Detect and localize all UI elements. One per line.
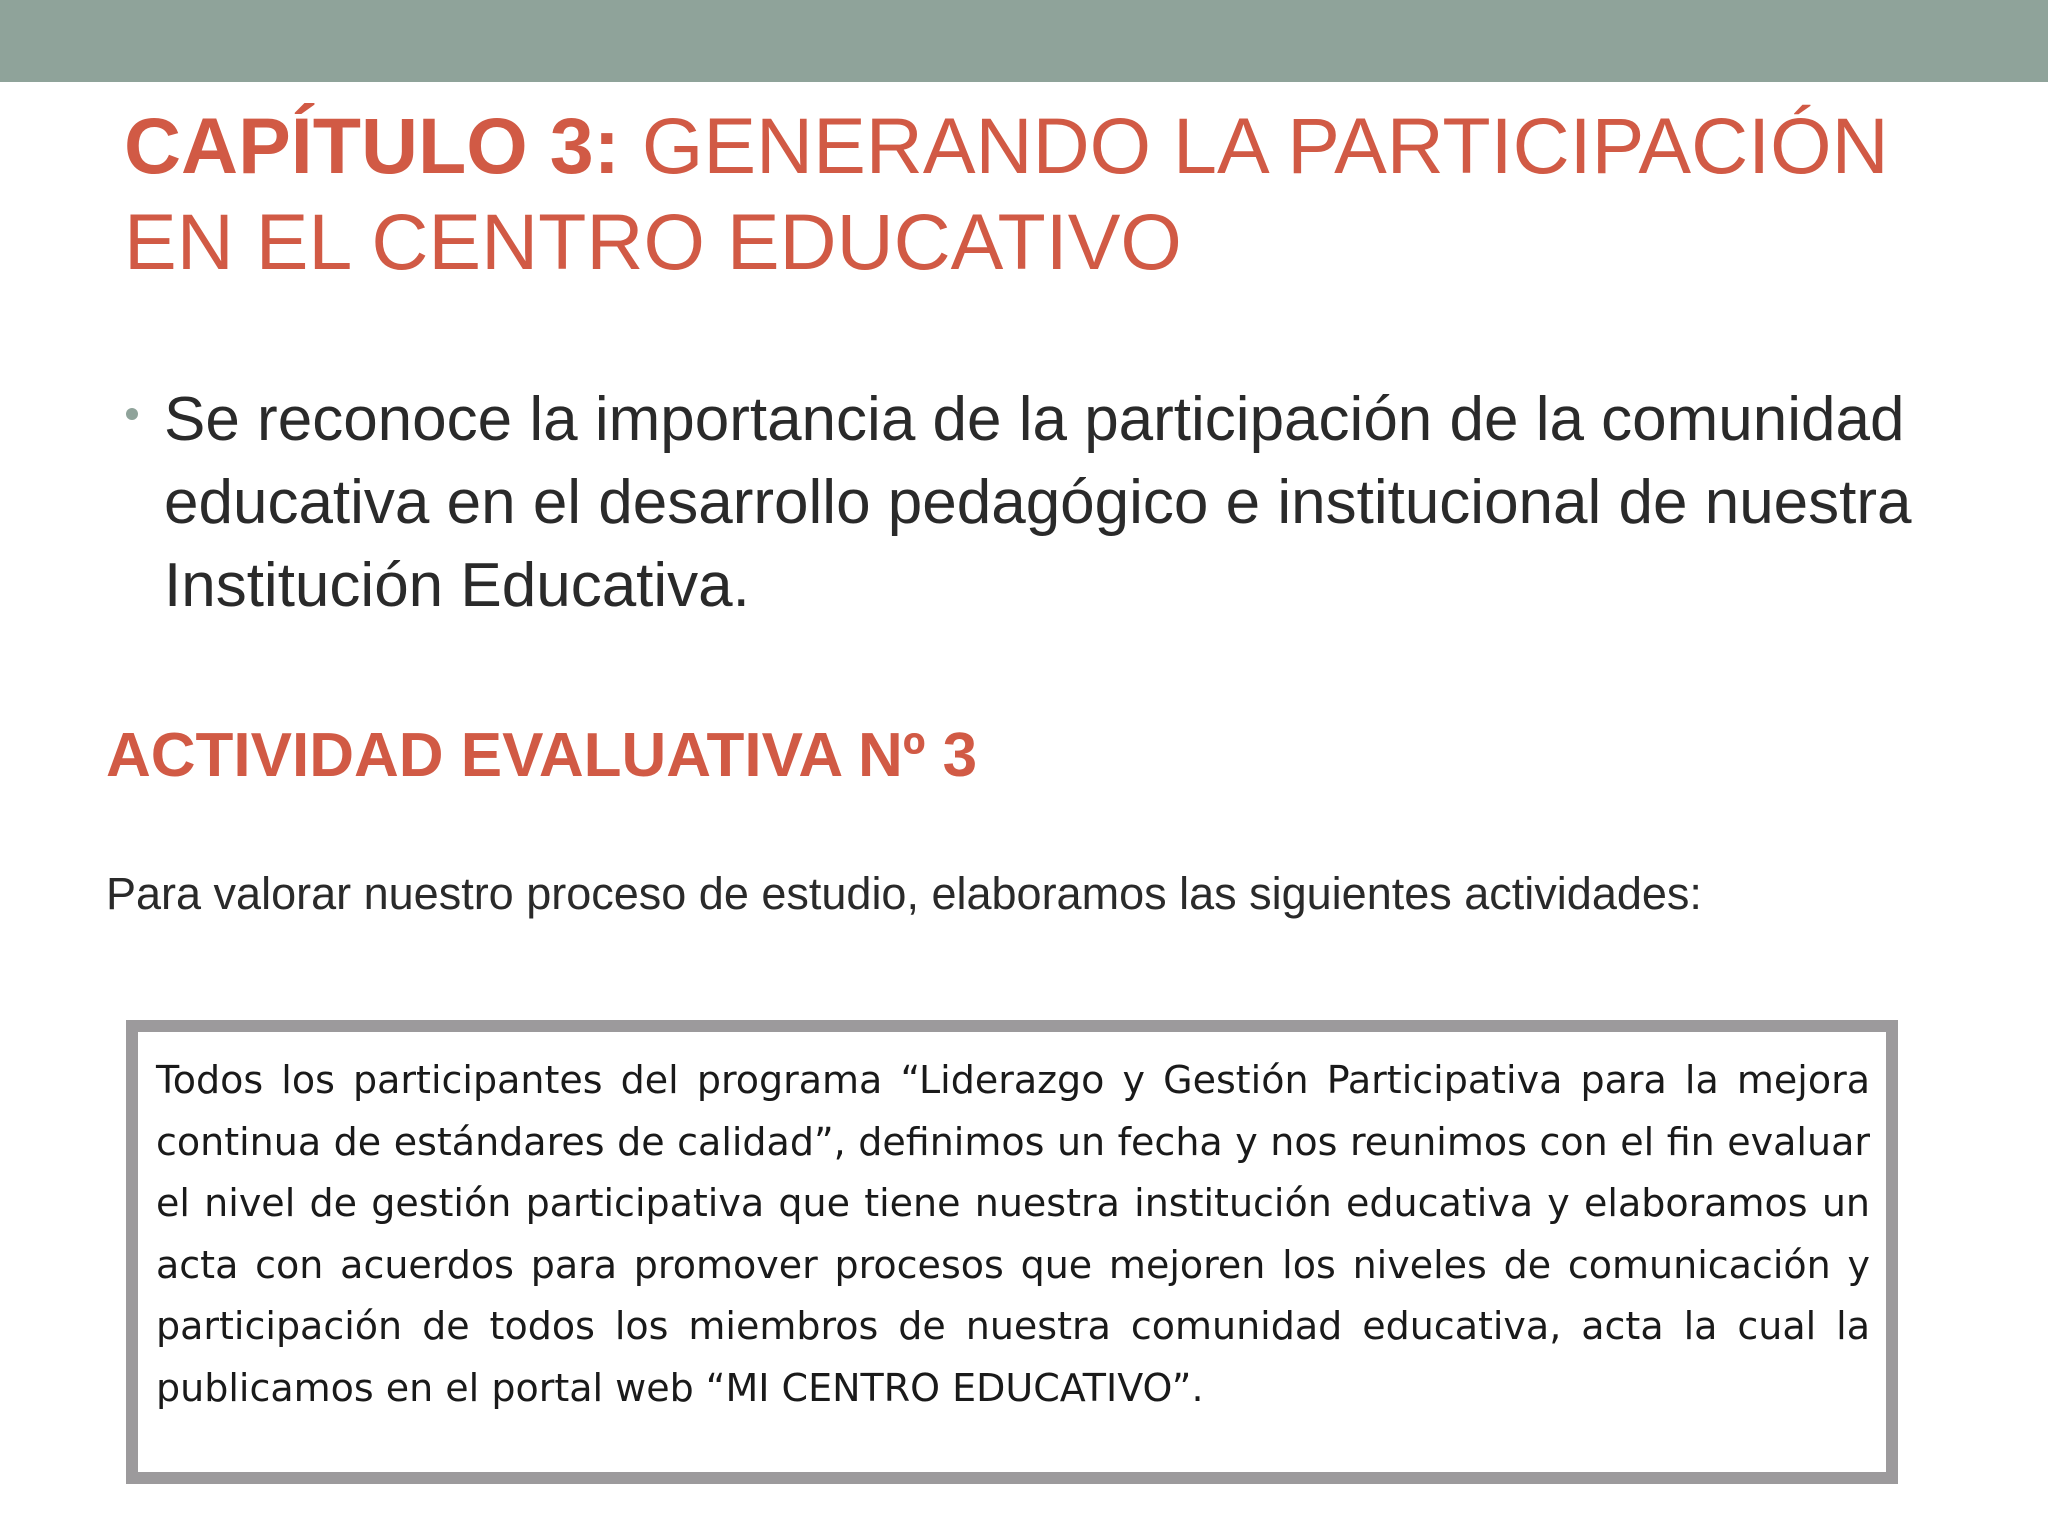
intro-paragraph: Para valorar nuestro proceso de estudio, elaboramos las siguientes actividades: xyxy=(106,868,1702,919)
bullet-point xyxy=(126,378,1946,627)
bullet-text: Se reconoce la importancia de la participación de la comunidad educativa en el desarrollo pedagógico e institucional de nuestra Institución Educativa. xyxy=(164,385,1912,620)
activity-text: Todos los participantes del programa “Liderazgo y Gestión Participativa para la mejora continua de estándares de calidad”, definimos un fecha y nos reunimos con el fin evaluar el nivel de gestión participativa que tiene nuestra institución educativa y elaboramos un acta con acuerdos para promover procesos que mejoren los niveles de comunicación y participación de todos los miembros de nuestra comunidad educativa, acta la cual la publicamos en el portal web “MI CENTRO EDUCATIVO”. xyxy=(156,1058,1870,1410)
activity-box xyxy=(126,1020,1898,1484)
bullet-dot-icon xyxy=(126,408,138,420)
top-decorative-bar xyxy=(0,0,2048,82)
slide-title-text: GENERANDO LA PARTICIPACIÓN EN EL CENTRO EDUCATIVO xyxy=(124,101,1889,286)
section-heading: ACTIVIDAD EVALUATIVA Nº 3 xyxy=(106,721,978,790)
slide-title xyxy=(124,98,2004,290)
slide-title-chapter: CAPÍTULO 3: xyxy=(124,101,620,190)
